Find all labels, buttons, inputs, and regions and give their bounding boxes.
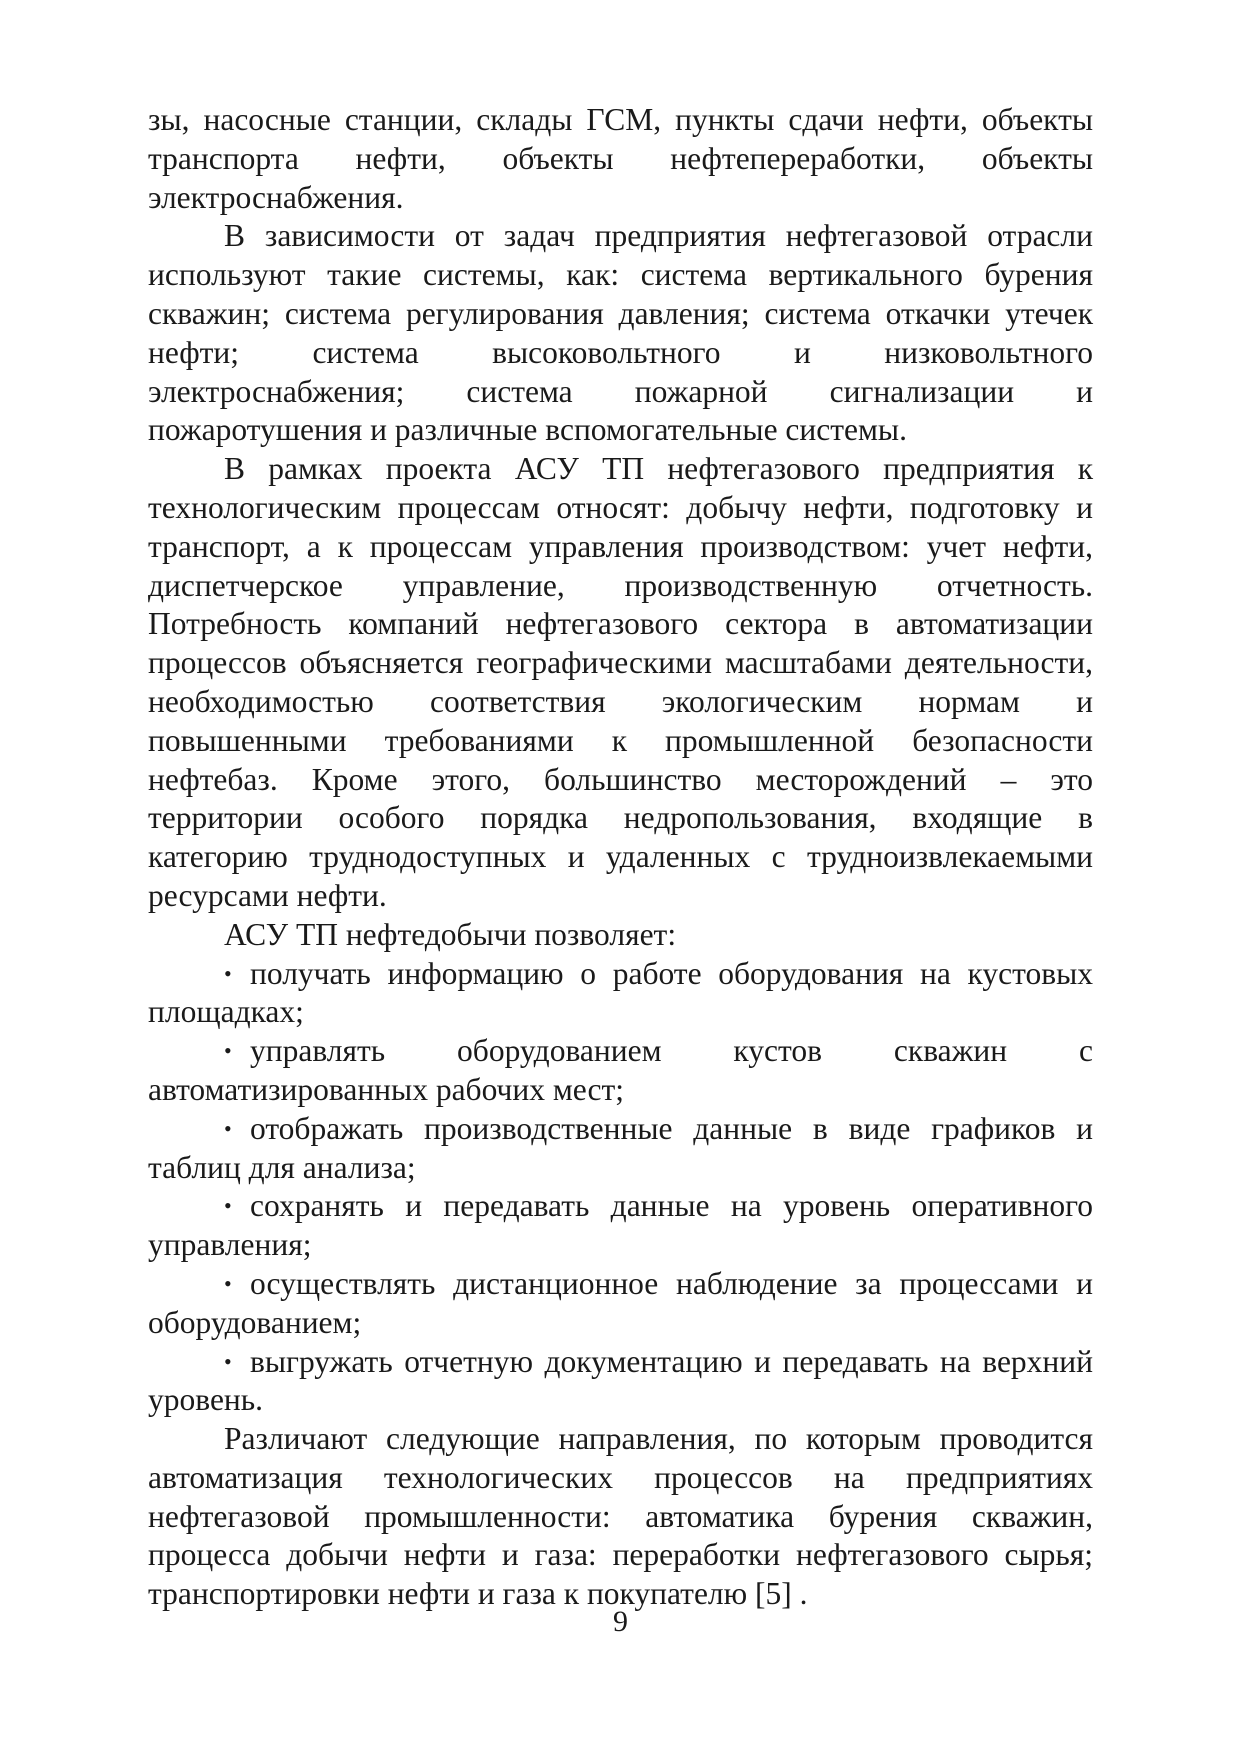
- list-item: [148, 955, 1093, 1033]
- document-page: [148, 101, 1093, 1614]
- paragraph-systems: В зависимости от задач предприятия нефтегазовой отрасли используют такие системы, как: система вертикального бурения скважин; система регулирования давления; система откачки утечек нефти; система высоковольтного и низковольтного электроснабжения; система пожарной сигнализации и пожаротушения и различные вспомогательные системы.: [148, 218, 1093, 448]
- list-item-text: получать информацию о работе оборудования на кустовых площадках;: [148, 955, 1093, 1030]
- page-number: 9: [613, 1605, 628, 1638]
- paragraph-directions: Различают следующие направления, по которым проводится автоматизация технологических процессов на предприятиях нефтегазовой промышленности: автоматика бурения скважин, процесса добычи нефти и газа: переработки нефтегазового сырья; транспортировки нефти и газа к покупателю [5] .: [148, 1421, 1093, 1612]
- list-item: [148, 1110, 1093, 1188]
- bullet-icon: •: [224, 1038, 232, 1064]
- bullet-icon: •: [224, 1270, 232, 1296]
- list-item: [148, 1032, 1093, 1110]
- paragraph-continuation: зы, насосные станции, склады ГСМ, пункты сдачи нефти, объекты транспорта нефти, объекты нефтепереработки, объекты электроснабжения.: [148, 102, 1093, 215]
- paragraph-project: В рамках проекта АСУ ТП нефтегазового предприятия к технологическим процессам относят: добычу нефти, подготовку и транспорт, а к процессам управления производством: учет нефти, диспетчерское управление, производственную отчетность. Потребность компаний нефтегазового сектора в автоматизации процессов объясняется географическими масштабами деятельности, необходимостью соответствия экологическим нормам и повышенными требованиями к промышленной безопасности нефтебаз. Кроме этого, большинство месторождений – это территории особого порядка недропользования, входящие в категорию труднодоступных и удаленных с трудноизвлекаемыми ресурсами нефти.: [148, 451, 1093, 913]
- list-item: [148, 1343, 1093, 1421]
- bullet-icon: •: [224, 960, 232, 986]
- list-item-text: управлять оборудованием кустов скважин с автоматизированных рабочих мест;: [148, 1033, 1093, 1107]
- bullet-icon: •: [224, 1193, 232, 1219]
- bullet-icon: •: [224, 1348, 232, 1374]
- list-item-text: отображать производственные данные в виде графиков и таблиц для анализа;: [148, 1110, 1093, 1185]
- list-intro: АСУ ТП нефтедобычи позволяет:: [224, 916, 677, 952]
- list-item: [148, 1187, 1093, 1265]
- bullet-icon: •: [224, 1115, 232, 1141]
- list-item-text: осуществлять дистанционное наблюдение за процессами и оборудованием;: [148, 1265, 1093, 1340]
- list-item-text: сохранять и передавать данные на уровень оперативного управления;: [148, 1188, 1093, 1263]
- list-item-text: выгружать отчетную документацию и передавать на верхний уровень.: [148, 1343, 1093, 1418]
- list-item: [148, 1265, 1093, 1343]
